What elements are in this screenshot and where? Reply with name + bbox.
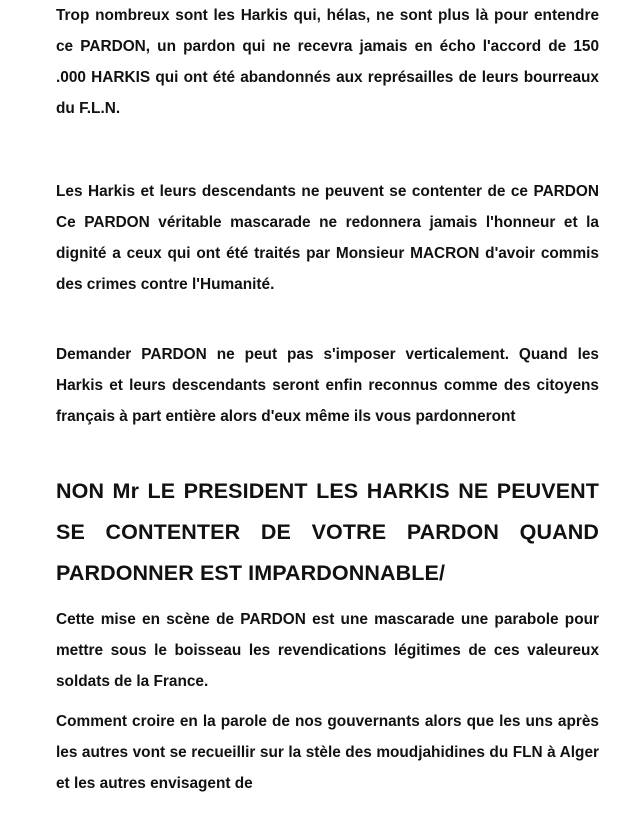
page-heading: NON Mr LE PRESIDENT LES HARKIS NE PEUVENT SE CONTENTER DE VOTRE PARDON QUAND PARDONNER EST IMPARDONNABLE/ bbox=[56, 479, 599, 585]
paragraph-harkis-absents: Trop nombreux sont les Harkis qui, hélas, ne sont plus là pour entendre ce PARDON, un pardon qui ne recevra jamais en écho l'accord de 150 .000 HARKIS qui ont été abandonnés aux représailles de leurs bourreaux du F.L.N. bbox=[56, 7, 599, 117]
paragraph-mise-en-scene: Cette mise en scène de PARDON est une mascarade une parabole pour mettre sous le boisseau les revendications légitimes de ces valeureux soldats de la France. bbox=[56, 611, 599, 690]
paragraph-demander-pardon: Demander PARDON ne peut pas s'imposer verticalement. Quand les Harkis et leurs descendants seront enfin reconnus comme des citoyens français à part entière alors d'eux même ils vous pardonneront bbox=[56, 346, 599, 425]
paragraph-gouvernants: Comment croire en la parole de nos gouvernants alors que les uns après les autres vont se recueillir sur la stèle des moudjahidines du FLN à Alger et les autres envisagent de bbox=[56, 713, 599, 792]
paragraph-descendants: Les Harkis et leurs descendants ne peuvent se contenter de ce PARDON Ce PARDON véritable mascarade ne redonnera jamais l'honneur et la dignité a ceux qui ont été traités par Monsieur MACRON d'avoir commis des crimes contre l'Humanité. bbox=[56, 183, 599, 293]
